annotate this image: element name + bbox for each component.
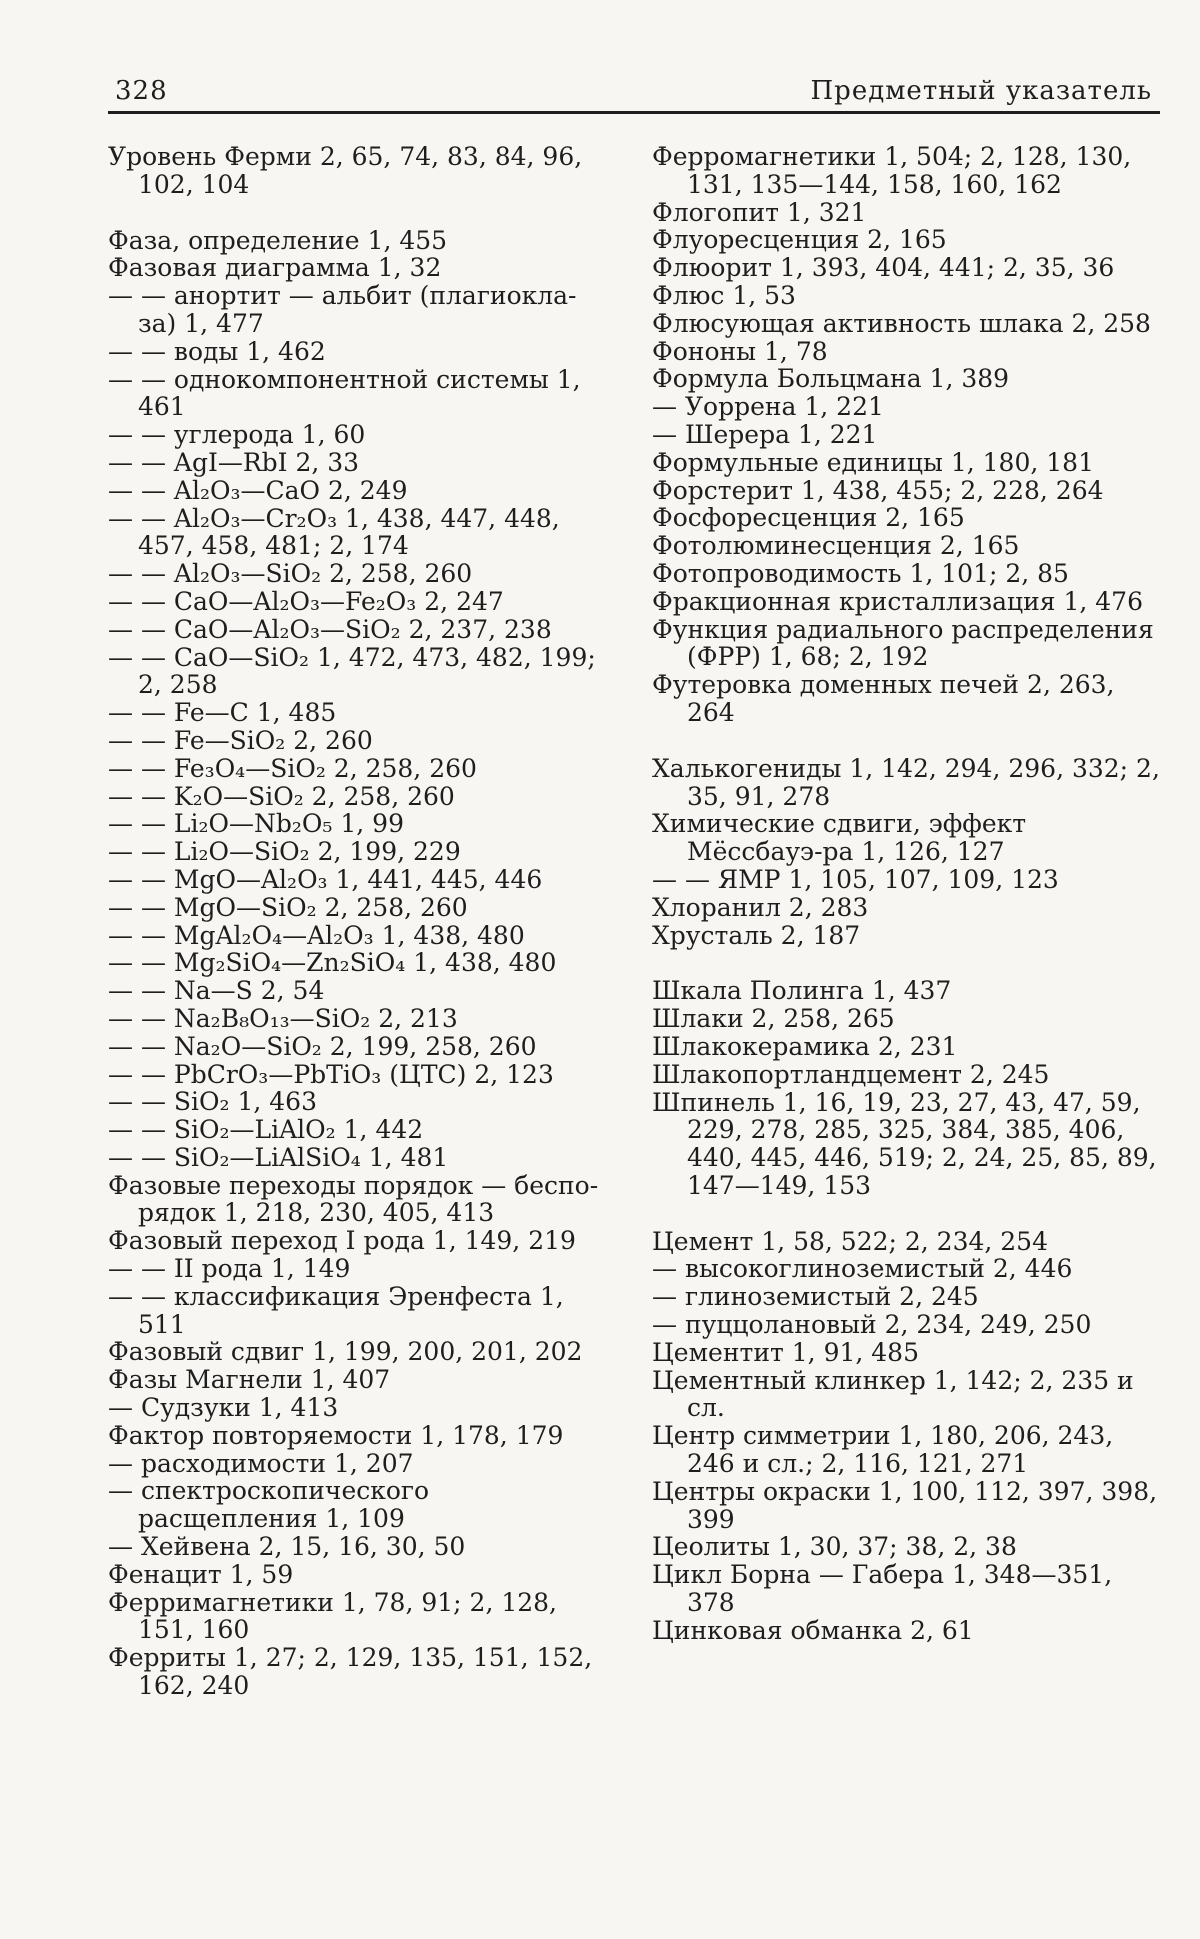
index-entry: — Шерера 1, 221 xyxy=(652,419,878,449)
index-entry: Цемент 1, 58, 522; 2, 234, 254 xyxy=(652,1226,1048,1256)
index-entry: Фотопроводимость 1, 101; 2, 85 xyxy=(652,558,1069,588)
index-entry: Шлакопортландцемент 2, 245 xyxy=(652,1059,1050,1089)
index-entry: — — SiO₂—LiAlO₂ 1, 442 xyxy=(108,1115,424,1145)
index-entry: Фракционная кристаллизация 1, 476 xyxy=(652,586,1143,616)
index-entry: — глиноземистый 2, 245 xyxy=(652,1282,979,1312)
index-entry: — — SiO₂ 1, 463 xyxy=(108,1087,317,1117)
index-entry: Цементит 1, 91, 485 xyxy=(652,1337,919,1367)
index-entry: — — углерода 1, 60 xyxy=(108,420,366,450)
index-entry: — пуццолановый 2, 234, 249, 250 xyxy=(652,1310,1092,1340)
index-entry: Флюорит 1, 393, 404, 441; 2, 35, 36 xyxy=(652,253,1115,283)
index-entry: — — MgO—SiO₂ 2, 258, 260 xyxy=(108,892,468,922)
index-entry: — — Li₂O—Nb₂O₅ 1, 99 xyxy=(108,809,404,839)
index-entry: Фотолюминесценция 2, 165 xyxy=(652,531,1020,561)
page-number: 328 xyxy=(115,76,168,106)
index-entry: Шлаки 2, 258, 265 xyxy=(652,1004,895,1034)
index-entry: Центры окраски 1, 100, 112, 397, 398, 399 xyxy=(652,1476,1158,1534)
index-entry: Фазы Магнели 1, 407 xyxy=(108,1365,391,1395)
index-entry: — — CaO—Al₂O₃—Fe₂O₃ 2, 247 xyxy=(108,586,504,616)
index-entry: Флогопит 1, 321 xyxy=(652,197,867,227)
index-entry: — — классификация Эренфеста 1, 511 xyxy=(108,1281,564,1339)
index-entry: — — ЯМР 1, 105, 107, 109, 123 xyxy=(652,864,1059,894)
index-entry: Хлоранил 2, 283 xyxy=(652,892,869,922)
index-entry: Формула Больцмана 1, 389 xyxy=(652,364,1010,394)
index-entry: — — однокомпонентной системы 1, 461 xyxy=(108,364,581,422)
header-rule xyxy=(108,111,1160,114)
index-entry: — — Fe—C 1, 485 xyxy=(108,698,337,728)
index-entry: — — CaO—Al₂O₃—SiO₂ 2, 237, 238 xyxy=(108,614,552,644)
index-entry: — — Mg₂SiO₄—Zn₂SiO₄ 1, 438, 480 xyxy=(108,948,557,978)
index-entry: — — AgI—RbI 2, 33 xyxy=(108,447,360,477)
index-entry: Фосфоресценция 2, 165 xyxy=(652,503,965,533)
index-entry: — — PbCrO₃—PbTiO₃ (ЦТС) 2, 123 xyxy=(108,1059,554,1089)
index-entry: — Хейвена 2, 15, 16, 30, 50 xyxy=(108,1532,466,1562)
index-entry: Фенацит 1, 59 xyxy=(108,1559,294,1589)
index-column-right xyxy=(652,143,1160,1645)
index-entry: Цементный клинкер 1, 142; 2, 235 и сл. xyxy=(652,1365,1134,1423)
index-entry: — — Li₂O—SiO₂ 2, 199, 229 xyxy=(108,837,461,867)
index-entry: Функция радиального распределения (ФРР) 1, 68; 2, 192 xyxy=(652,614,1154,672)
index-entry: Ферриты 1, 27; 2, 129, 135, 151, 152, 162, 240 xyxy=(108,1643,593,1701)
index-entry: — — анортит — альбит (плагиокла-за) 1, 477 xyxy=(108,281,577,338)
index-entry: Химические сдвиги, эффект Мёссбауэ-ра 1, 126, 127 xyxy=(652,809,1027,867)
index-entry: Фазовая диаграмма 1, 32 xyxy=(108,253,442,283)
index-entry: Уровень Ферми 2, 65, 74, 83, 84, 96, 102, 104 xyxy=(108,142,583,199)
index-entry: — — II рода 1, 149 xyxy=(108,1254,351,1284)
index-entry: — спектроскопического расщепления 1, 109 xyxy=(108,1476,430,1534)
index-entry: — — SiO₂—LiAlSiO₄ 1, 481 xyxy=(108,1142,449,1172)
index-entry: — — MgAl₂O₄—Al₂O₃ 1, 438, 480 xyxy=(108,920,525,950)
index-entry: Фазовый переход I рода 1, 149, 219 xyxy=(108,1226,576,1256)
index-entry: — Уоррена 1, 221 xyxy=(652,392,884,422)
index-entry: Фазовый сдвиг 1, 199, 200, 201, 202 xyxy=(108,1337,583,1367)
index-entry: Форстерит 1, 438, 455; 2, 228, 264 xyxy=(652,475,1104,505)
index-entry: Ферромагнетики 1, 504; 2, 128, 130, 131, 135—144, 158, 160, 162 xyxy=(652,142,1132,199)
index-entry: — — Fe₃O₄—SiO₂ 2, 258, 260 xyxy=(108,753,477,783)
index-entry: — — MgO—Al₂O₃ 1, 441, 445, 446 xyxy=(108,864,543,894)
index-entry: Цикл Борна — Габера 1, 348—351, 378 xyxy=(652,1560,1113,1618)
running-title: Предметный указатель xyxy=(810,76,1152,106)
index-entry: Фазовые переходы порядок — беспо-рядок 1, 218, 230, 405, 413 xyxy=(108,1170,599,1228)
index-entry: — — Al₂O₃—SiO₂ 2, 258, 260 xyxy=(108,559,473,589)
index-entry: — — Al₂O₃—CaO 2, 249 xyxy=(108,475,408,505)
index-entry: — — Na₂B₈O₁₃—SiO₂ 2, 213 xyxy=(108,1003,458,1033)
index-entry: Шлакокерамика 2, 231 xyxy=(652,1031,958,1061)
index-entry: — — Na₂O—SiO₂ 2, 199, 258, 260 xyxy=(108,1031,537,1061)
index-entry: Флюс 1, 53 xyxy=(652,280,796,310)
index-entry: — — K₂O—SiO₂ 2, 258, 260 xyxy=(108,781,455,811)
index-entry: Халькогениды 1, 142, 294, 296, 332; 2, 35, 91, 278 xyxy=(652,753,1160,811)
index-entry: Флюсующая активность шлака 2, 258 xyxy=(652,308,1151,338)
index-entry: Формульные единицы 1, 180, 181 xyxy=(652,447,1094,477)
index-column-left xyxy=(108,143,612,1700)
index-entry: Фононы 1, 78 xyxy=(652,336,828,366)
index-entry: — — CaO—SiO₂ 1, 472, 473, 482, 199; 2, 258 xyxy=(108,642,596,700)
index-entry: — — Na—S 2, 54 xyxy=(108,976,325,1006)
index-entry: Хрусталь 2, 187 xyxy=(652,920,861,950)
index-entry: — Судзуки 1, 413 xyxy=(108,1393,339,1423)
index-entry: — — Fe—SiO₂ 2, 260 xyxy=(108,725,373,755)
index-entry: — высокоглиноземистый 2, 446 xyxy=(652,1254,1073,1284)
index-entry: — — воды 1, 462 xyxy=(108,336,326,366)
index-entry: Фактор повторяемости 1, 178, 179 xyxy=(108,1420,564,1450)
index-entry: Цинковая обманка 2, 61 xyxy=(652,1615,974,1645)
index-entry: Футеровка доменных печей 2, 263, 264 xyxy=(652,670,1115,727)
index-entry: Флуоресценция 2, 165 xyxy=(652,225,947,255)
index-entry: Цеолиты 1, 30, 37; 38, 2, 38 xyxy=(652,1532,1017,1562)
index-entry: Ферримагнетики 1, 78, 91; 2, 128, 151, 160 xyxy=(108,1587,557,1645)
index-entry: Фаза, определение 1, 455 xyxy=(108,225,448,255)
index-entry: Шкала Полинга 1, 437 xyxy=(652,976,952,1006)
index-entry: Шпинель 1, 16, 19, 23, 27, 43, 47, 59, 229, 278, 285, 325, 384, 385, 406, 440, 445, 446, 519; 2, 24, 25, 85, 89, 147—149, 153 xyxy=(652,1087,1157,1200)
index-entry: Центр симметрии 1, 180, 206, 243, 246 и сл.; 2, 116, 121, 271 xyxy=(652,1421,1114,1479)
index-entry: — — Al₂O₃—Cr₂O₃ 1, 438, 447, 448, 457, 458, 481; 2, 174 xyxy=(108,503,560,561)
index-entry: — расходимости 1, 207 xyxy=(108,1448,414,1478)
